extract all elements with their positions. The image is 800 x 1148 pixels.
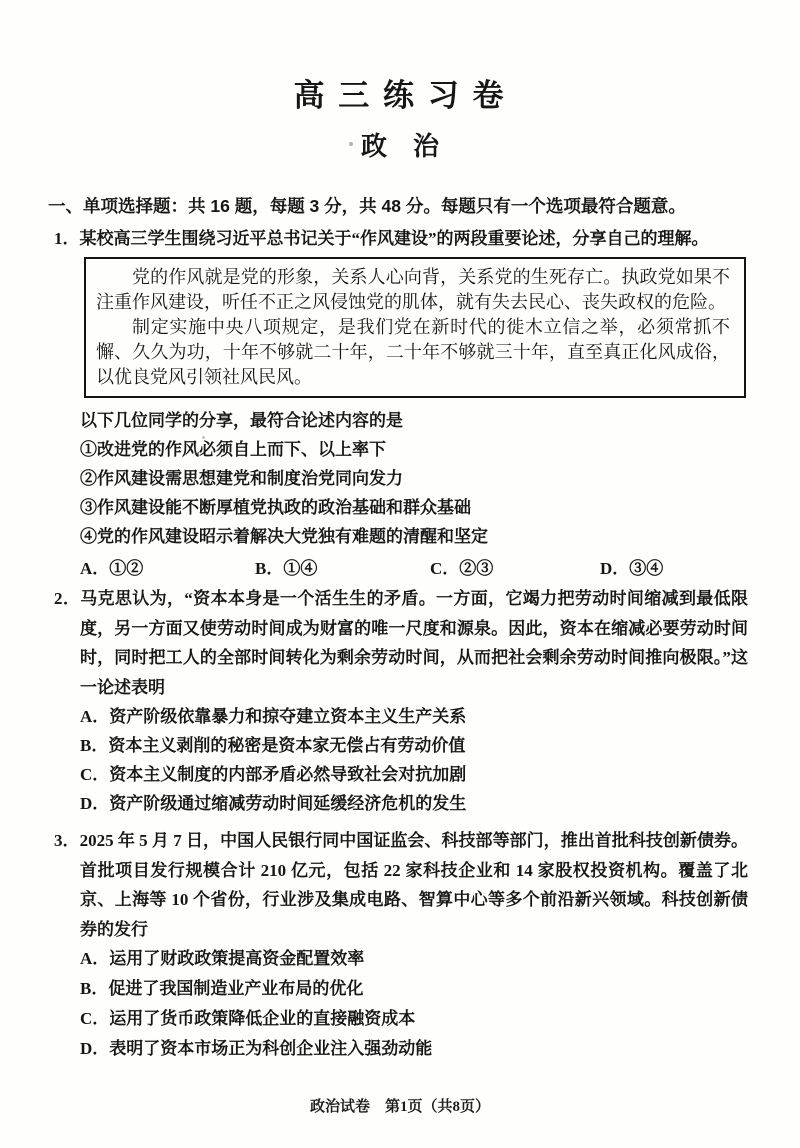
question-3-option-b: B．促进了我国制造业产业布局的优化 — [80, 979, 364, 998]
question-1-substem: 以下几位同学的分享，最符合论述内容的是 — [80, 411, 403, 430]
question-1-statement-4: ④党的作风建设昭示着解决大党独有难题的清醒和坚定 — [80, 527, 488, 546]
question-1-options — [80, 554, 760, 583]
page-footer: 政治试卷 第1页（共8页） — [309, 1099, 490, 1115]
question-2-option-d: D．资产阶级通过缩减劳动时间延缓经济危机的发生 — [80, 794, 467, 813]
question-2-stem-text: 马克思认为，“资本本身是一个活生生的矛盾。一方面，它竭力把劳动时间缩减到最低限度，另一方面又使劳动时间成为财富的唯一尺度和源泉。因此，资本在缩减必要劳动时间时，同时把工人的全部时间转化为剩余劳动时间，从而把社会剩余劳动时间推向极限。”这一论述表明 — [80, 589, 749, 697]
question-2-option-b: B．资本主义剥削的秘密是资本家无偿占有劳动价值 — [80, 736, 466, 755]
question-1-statement-2: ②作风建设需思想建党和制度治党同向发力 — [80, 469, 403, 488]
question-3-stem-text: 2025 年 5 月 7 日，中国人民银行同中国证监会、科技部等部门，推出首批科技创新债券。首批项目发行规模合计 210 亿元，包括 22 家科技企业和 14 家股权投资机构。覆盖了北京、上海等 10 个省份，行业涉及集成电路、智算中心等多个前沿新兴领域。科技创新债券的发行 — [79, 831, 748, 939]
question-2-number: 2． — [54, 589, 81, 608]
question-1-option-c: C．②③ — [430, 559, 494, 578]
question-1-option-b: B．①④ — [255, 559, 318, 578]
question-1-statement-1: ①改进党的作风必须自上而下、以上率下 — [80, 440, 386, 459]
question-1-option-d: D．③④ — [600, 559, 664, 578]
quote-paragraph-2: 制定实施中央八项规定，是我们党在新时代的徙木立信之举，必须常抓不懈、久久为功，十年不够就二十年，二十年不够就三十年，直至真正化风成俗，以优良党风引领社风民风。 — [96, 317, 730, 387]
question-1-statement-3: ③作风建设能不断厚植党执政的政治基础和群众基础 — [80, 498, 471, 517]
quote-box — [84, 257, 746, 398]
section-heading: 一、单项选择题：共 16 题，每题 3 分，共 48 分。每题只有一个选项最符合题意。 — [48, 196, 686, 216]
exam-subject: 政 治 — [360, 132, 439, 161]
question-3-number: 3． — [54, 831, 80, 850]
question-1-stem-text: 某校高三学生围绕习近平总书记关于“作风建设”的两段重要论述，分享自己的理解。 — [79, 229, 709, 248]
question-2-stem — [0, 584, 800, 702]
question-3 — [0, 826, 800, 1064]
question-2 — [0, 584, 800, 818]
question-2-option-c: C．资本主义制度的内部矛盾必然导致社会对抗加剧 — [80, 765, 467, 784]
question-3-option-c: C．运用了货币政策降低企业的直接融资成本 — [80, 1009, 416, 1028]
question-3-stem — [0, 826, 800, 944]
question-2-option-a: A．资产阶级依靠暴力和掠夺建立资本主义生产关系 — [80, 707, 467, 726]
question-3-option-a: A．运用了财政政策提高资金配置效率 — [80, 949, 365, 968]
question-1-number: 1． — [54, 229, 80, 248]
question-3-option-d: D．表明了资本市场正为科创企业注入强劲动能 — [80, 1039, 433, 1058]
exam-title: 高 三 练 习 卷 — [293, 78, 507, 113]
scan-speck — [349, 142, 353, 146]
question-1 — [0, 224, 800, 583]
quote-paragraph-1: 党的作风就是党的形象，关系人心向背，关系党的生死存亡。执政党如果不注重作风建设，听任不正之风侵蚀党的肌体，就有失去民心、丧失政权的危险。 — [96, 267, 730, 312]
question-1-option-a: A．①② — [80, 559, 144, 578]
question-1-stem — [0, 224, 800, 253]
